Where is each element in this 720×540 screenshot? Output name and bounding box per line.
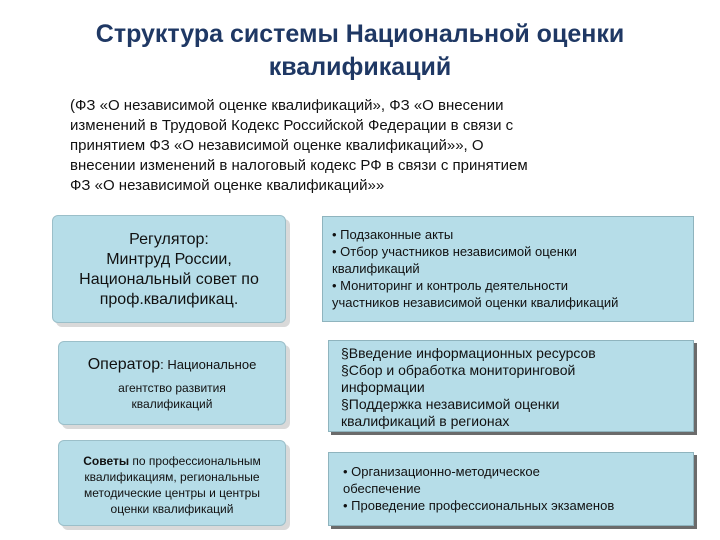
function-item: обеспечение (343, 481, 421, 496)
regulator-colon: : (204, 231, 209, 248)
operator-label: Оператор (87, 356, 161, 373)
function-item: • Мониторинг и контроль деятельности (332, 278, 569, 293)
title-line-2: квалификаций (268, 53, 452, 81)
councils-functions-box (328, 452, 694, 526)
title-line-1: Структура системы Национальной оценки (95, 20, 625, 48)
operator-heading (59, 356, 285, 374)
regulator-line: проф.квалификац. (99, 291, 239, 308)
function-item: §Сбор и обработка мониторинговой (341, 362, 576, 378)
councils-heading (59, 453, 285, 469)
function-item: информации (341, 379, 425, 395)
function-item: §Введение информационных ресурсов (341, 345, 596, 361)
councils-label: Советы (83, 454, 130, 468)
function-item: • Подзаконные акты (332, 227, 454, 242)
regulator-line: Национальный совет по (79, 271, 259, 288)
regulator-line: Минтруд России, (106, 251, 232, 268)
function-item: участников независимой оценки квалификаций (332, 295, 619, 310)
operator-functions-box (328, 340, 694, 432)
function-item: • Отбор участников независимой оценки (332, 244, 577, 259)
function-item: • Проведение профессиональных экзаменов (343, 498, 615, 513)
regulator-heading (53, 230, 285, 250)
subtitle-line: ФЗ «О независимой оценке квалификаций»» (70, 177, 385, 194)
councils-line: методические центры и центры (84, 486, 260, 500)
regulator-box (52, 215, 286, 323)
operator-box (58, 341, 286, 425)
councils-line: квалификациям, региональные (84, 470, 260, 484)
councils-line: оценки квалификаций (110, 502, 234, 516)
subtitle-line: принятием ФЗ «О независимой оценке квалификаций»», О (70, 137, 484, 154)
function-item: квалификаций в регионах (341, 413, 510, 429)
operator-first-rest: : Национальное (160, 357, 257, 372)
councils-box (58, 440, 286, 526)
function-item: §Поддержка независимой оценки (341, 396, 560, 412)
councils-first-rest: по профессиональным (129, 454, 261, 468)
subtitle-line: изменений в Трудовой Кодекс Российской Федерации в связи с (70, 117, 514, 134)
regulator-functions-box (322, 216, 694, 322)
operator-line: квалификаций (131, 397, 213, 411)
legal-basis-text (70, 96, 670, 196)
operator-line: агентство развития (118, 381, 226, 395)
function-item: квалификаций (332, 261, 420, 276)
regulator-label: Регулятор (129, 231, 205, 248)
slide-title (20, 18, 700, 84)
subtitle-line: (ФЗ «О независимой оценке квалификаций», ФЗ «О внесении (70, 97, 504, 114)
subtitle-line: внесении изменений в налоговый кодекс РФ в связи с принятием (70, 157, 528, 174)
function-item: • Организационно-методическое (343, 464, 540, 479)
